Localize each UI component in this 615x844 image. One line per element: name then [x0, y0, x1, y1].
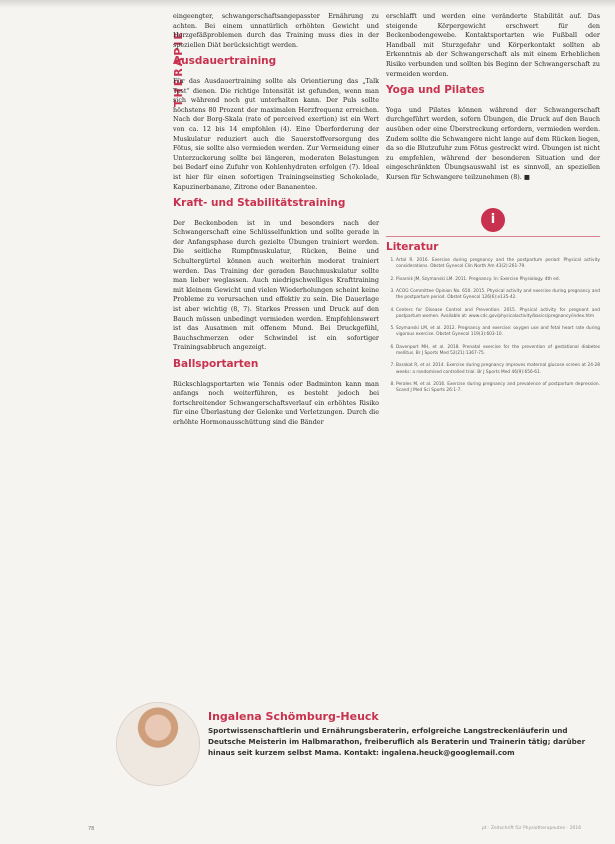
intro-paragraph-right: erschlafft und werden eine veränderte Stabilität auf. Das steigende Körpergewicht erschwert für den Beckenbodengewebe. Kontaktsportarten wie Fußball oder Handball mit Sturzgefahr und Körperkontakt sollten ab Erkenntnis ab der Schwangerschaft als mit einem Erheblichen Risiko verbunden und sollten bis Beginn der Schwangerschaft zu vermeiden werden. [386, 12, 600, 78]
author-name: Ingalena Schömburg-Heuck [208, 710, 379, 723]
section-tag: THERAPIE [171, 30, 185, 107]
reference-item: 7. Barakat R, et al. 2014. Exercise during pregnancy improves maternal glucose screen at 24-28 weeks: a randomised controlled trial. Br J Sports Med 46(9):656-61. [396, 363, 600, 376]
heading-ballsportarten: Ballsportarten [173, 358, 259, 370]
reference-item: 1. Artal R. 2016. Exercise during pregnancy and the postpartum period: Physical activity considerations. Obstet Gynecol Clin North Am 43(2):261-79. [396, 258, 600, 271]
ausdauer-paragraph: Für das Ausdauertraining sollte als Orientierung das „Talk Test“ dienen. Die richtige Intensität ist gefunden, wenn man sich während noch gut unterhalten kann. Der Puls sollte höchstens 80 Prozent der maximalen Herzfrequenz erreichen. Nach der Borg-Skala (rate of perceived exertion) ist ein Wert von ca. 12 bis 14 empfohlen (4). Eine Überforderung der Muskulatur reduziert auch die Sauerstoffversorgung des Fötus, sie sollte also vermieden werden. Zur Vermeidung einer Unterzuckerung sollte bei längeren, moderaten Belastungen bei Bedarf eine Zufuhr von Kohlenhydraten erfolgen (7). Ideal ist hier für einen sofortigen Trainingseinstieg Schokolade, Kapuzinerbanane, Zitrone oder Bananentee. [173, 76, 379, 191]
reference-item: 4. Centers for Disease Control and Prevention. 2015. Physical activity for pregnant and postpartum women. Available at: www.cdc.gov/physicalactivity/basics/pregnancy/index.htm [396, 308, 600, 321]
author-box [116, 702, 614, 782]
literature-divider [386, 236, 600, 237]
page-edge-shadow [0, 0, 615, 8]
yoga-paragraph: Yoga und Pilates können während der Schwangerschaft durchgeführt werden, sofern Übungen, die Druck auf den Bauch ausüben oder eine Überstreckung erfordern, vermieden werden. Zudem sollte die Schwangere nicht lange auf dem Rücken liegen, da so die Blutzufuhr zum Fötus gestreckt wird. Übungen ist nicht zu empfehlen, während der besonderen Situation und der eingeschränkten Übungsauswahl ist es sinnvoll, an speziellen Kursen für Schwangere teilzunehmen (8). ■ [386, 105, 600, 181]
reference-list [386, 258, 600, 394]
heading-ausdauertraining: Ausdauertraining [173, 55, 277, 68]
reference-item: 2. Pivarnik JM, Szymanski LM. 2011. Pregnancy. In: Exercise Physiology. 4th ed. [396, 277, 600, 283]
page-number: 78 [88, 826, 95, 832]
heading-kraft: Kraft- und Stabilitätstraining [173, 197, 346, 210]
left-column [173, 12, 379, 435]
info-icon: i [481, 208, 505, 232]
kraft-paragraph: Der Beckenboden ist in und besonders nach der Schwangerschaft eine Schlüsselfunktion und sollte gerade in der Anfangsphase durch gezielte Übungen trainiert werden. Die seitliche Rumpfmuskulatur, Rücken, Beine und Schultergürtel können auch weiterhin moderat trainiert werden. Das Training der geraden Bauchmuskulatur sollte man lieber weglassen. Auch niedrigschwelliges Krafttraining mit kleinem Gewicht und vielen Wiederholungen scheint keine Probleme zu verursachen und effektiv zu sein. Die Dauerlage ist aber wichtig (8, 7). Starkes Pressen und Druck auf den Bauch müssen unbedingt vermieden werden. Empfehlenswert ist das Ausatmen mit offenem Mund. Bei Druckgefühl, Bauchschmerzen oder Schwindel ist ein sofortiger Trainingsabbruch angezeigt. [173, 218, 379, 352]
right-column [386, 12, 600, 401]
ball-paragraph: Rückschlagsportarten wie Tennis oder Badminton kann man anfangs noch weiterführen, es besteht jedoch bei fortschreitender Schwangerschaftsverlauf ein erhöhtes Risiko für eine Überlastung der Gelenke und Verletzungen. Durch die erhöhte Hormonausschüttung sind die Bänder [173, 379, 379, 426]
reference-item: 6. Davenport MH, et al. 2018. Prenatal exercise for the prevention of gestational diabetes mellitus. Br J Sports Med 52(21):1367-75. [396, 345, 600, 358]
heading-yoga: Yoga und Pilates [386, 84, 485, 97]
heading-literatur: Literatur [386, 240, 439, 253]
intro-paragraph: eingeengter, schwangerschaftsangepasster Ernährung zu achten. Bei einem unnatürlich erhöhten Gewicht und Herzgefäßproblemen durch das Training muss dies in der speziellen Diät berücksichtigt werden. [173, 12, 379, 49]
reference-item: 3. ACOG Committee Opinion No. 650. 2015. Physical activity and exercise during pregnancy and the postpartum period. Obstet Gynecol 126(6):e135-42. [396, 289, 600, 302]
footer-publication: pt · Zeitschrift für Physiotherapeuten · 2016 [482, 826, 582, 831]
author-bio: Sportwissenschaftlerin und Ernährungsberaterin, erfolgreiche Langstreckenläuferin und Deutsche Meisterin im Halbmarathon, freiberuflich als Beraterin und Trainerin tätig; darüber hinaus seit kurzem selbst Mama. Kontakt: ingalena.heuck@googlemail.com [208, 726, 586, 757]
reference-item: 8. Perales M, et al. 2016. Exercise during pregnancy and prevalence of postpartum depression. Scand J Med Sci Sports 26:1-7. [396, 382, 600, 395]
reference-item: 5. Szymanski LM, et al. 2012. Pregnancy and exercise: oxygen use and fetal heart rate during vigorous exercise. Obstet Gynecol 119(3):603-10. [396, 326, 600, 339]
author-avatar [116, 702, 200, 786]
